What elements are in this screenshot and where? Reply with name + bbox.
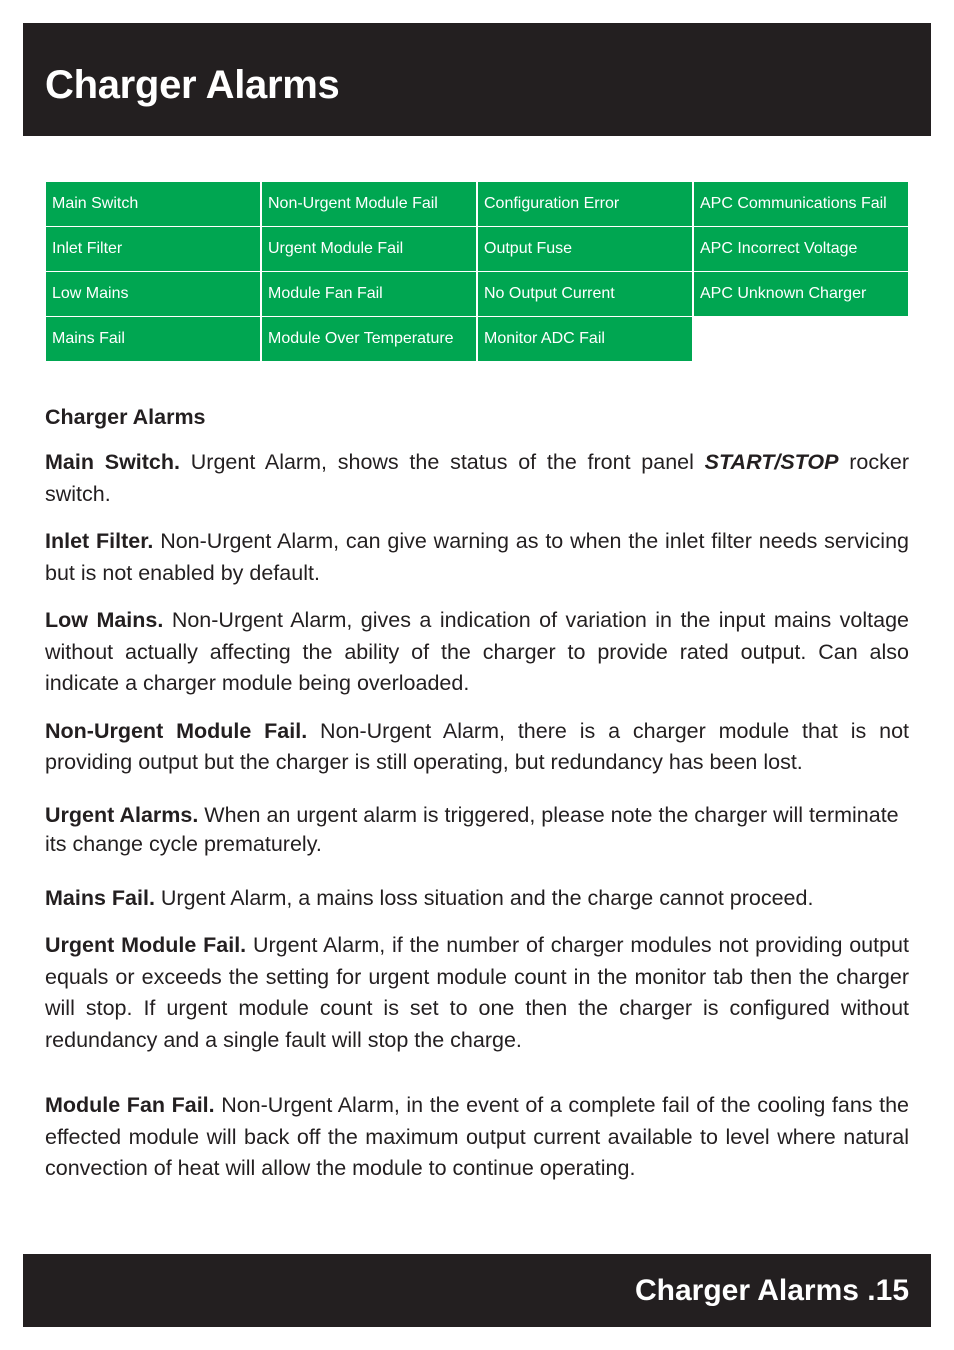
inlet-filter-text: Non-Urgent Alarm, can give warning as to when the inlet filter needs servicing but is not enabled by default. [45, 529, 909, 585]
alarm-table [46, 182, 908, 361]
footer-bar [23, 1254, 931, 1327]
start-stop-emphasis: START/STOP [704, 450, 839, 474]
paragraph-low-mains [45, 605, 909, 700]
paragraph-urgent-module-fail [45, 930, 909, 1056]
term-urgent-module-fail: Urgent Module Fail. [45, 933, 247, 957]
paragraph-module-fan-fail [45, 1090, 909, 1185]
alarm-cell-apc-incorrect-voltage: APC Incorrect Voltage [694, 227, 908, 271]
page-title: Charger Alarms [45, 63, 340, 107]
term-mains-fail: Mains Fail. [45, 885, 155, 910]
footer-page-label: Charger Alarms .15 [634, 1274, 909, 1307]
alarm-cell-mains-fail: Mains Fail [46, 317, 260, 361]
alarm-cell-apc-communications-fail: APC Communications Fail [694, 182, 908, 226]
alarm-cell-main-switch: Main Switch [46, 182, 260, 226]
urgent-alarms-text: When an urgent alarm is triggered, please note the charger will terminate its change cycle prematurely. [45, 802, 899, 856]
term-module-fan-fail: Module Fan Fail. [45, 1093, 215, 1117]
section-heading: Charger Alarms [45, 405, 206, 429]
term-main-switch: Main Switch. [45, 450, 180, 474]
alarm-cell-inlet-filter: Inlet Filter [46, 227, 260, 271]
alarm-cell-configuration-error: Configuration Error [478, 182, 692, 226]
alarm-cell-empty [694, 317, 908, 361]
term-inlet-filter: Inlet Filter. [45, 529, 154, 553]
paragraph-non-urgent-module-fail [45, 716, 909, 779]
term-urgent-alarms: Urgent Alarms. [45, 802, 199, 827]
non-urgent-module-fail-text: Non-Urgent Alarm, there is a charger module that is not providing output but the charger is still operating, but redundancy has been lost. [45, 718, 909, 774]
main-switch-text-after: rocker switch. [45, 450, 909, 506]
alarm-cell-no-output-current: No Output Current [478, 272, 692, 316]
paragraph-mains-fail [45, 883, 909, 915]
paragraph-main-switch [45, 447, 909, 510]
mains-fail-text: Urgent Alarm, a mains loss situation and the charge cannot proceed. [154, 885, 814, 910]
alarm-cell-monitor-adc-fail: Monitor ADC Fail [478, 317, 692, 361]
alarm-cell-urgent-module-fail: Urgent Module Fail [262, 227, 476, 271]
main-switch-text: Urgent Alarm, shows the status of the front panel [180, 450, 705, 474]
alarm-cell-apc-unknown-charger: APC Unknown Charger [694, 272, 908, 316]
alarm-cell-output-fuse: Output Fuse [478, 227, 692, 271]
alarm-cell-module-over-temperature: Module Over Temperature [262, 317, 476, 361]
alarm-cell-non-urgent-module-fail: Non-Urgent Module Fail [262, 182, 476, 226]
urgent-module-fail-text: Urgent Alarm, if the number of charger modules not providing output equals or exceeds the setting for urgent module count in the monitor tab then the charger will stop. If urgent module count is set to one then the charger is configured without redundancy and a single fault will stop the charge. [45, 933, 909, 1052]
paragraph-urgent-alarms [45, 801, 909, 859]
paragraph-inlet-filter [45, 526, 909, 589]
header-bar [23, 23, 931, 136]
alarm-cell-module-fan-fail: Module Fan Fail [262, 272, 476, 316]
term-low-mains: Low Mains. [45, 608, 164, 632]
module-fan-fail-text: Non-Urgent Alarm, in the event of a complete fail of the cooling fans the effected module will back off the maximum output current available to level where natural convection of heat will allow the module to continue operating. [45, 1093, 910, 1180]
low-mains-text: Non-Urgent Alarm, gives a indication of variation in the input mains voltage without actually affecting the ability of the charger to provide rated output. Can also indicate a charger module being overloaded. [45, 608, 909, 695]
term-non-urgent-module-fail: Non-Urgent Module Fail. [45, 718, 308, 743]
alarm-cell-low-mains: Low Mains [46, 272, 260, 316]
body-content [45, 400, 909, 1201]
